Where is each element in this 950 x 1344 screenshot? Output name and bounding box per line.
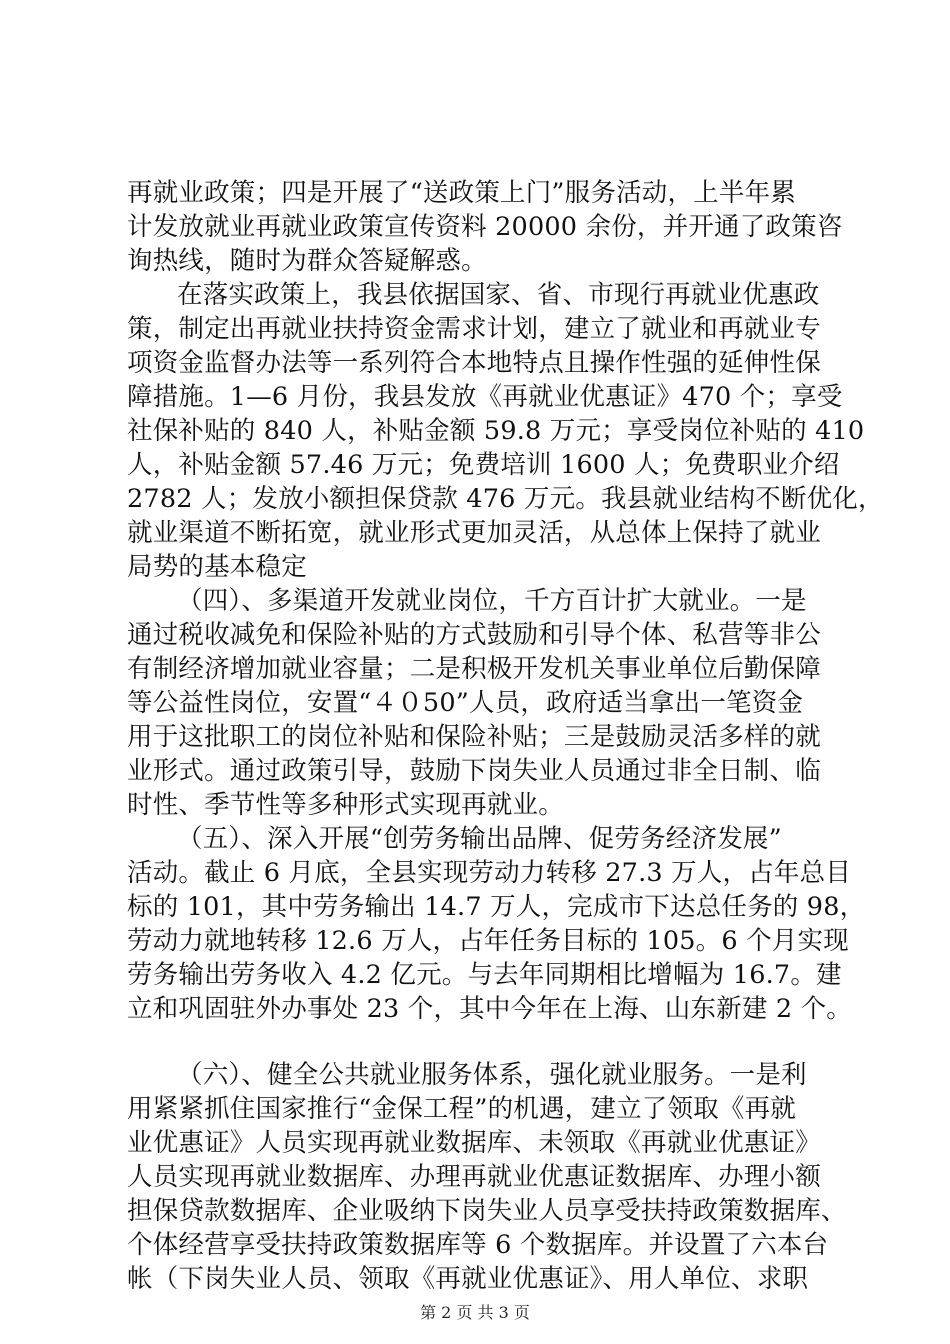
text-line: 有制经济增加就业容量；二是积极开发机关事业单位后勤保障: [127, 654, 821, 684]
text-line: 劳务输出劳务收入 4.2 亿元。与去年同期相比增幅为 16.7。建: [127, 960, 842, 990]
text-line: 再就业政策；四是开展了“送政策上门”服务活动，上半年累: [127, 178, 796, 208]
text-line: 等公益性岗位，安置“４０50”人员，政府适当拿出一笔资金: [127, 688, 804, 718]
text-line: 社保补贴的 840 人，补贴金额 59.8 万元；享受岗位补贴的 410: [127, 416, 865, 446]
text-line: 标的 101，其中劳务输出 14.7 万人，完成市下达总任务的 98，: [127, 892, 866, 922]
text-line: 项资金监督办法等一系列符合本地特点且操作性强的延伸性保: [127, 348, 821, 378]
text-line: 担保贷款数据库、企业吸纳下岗失业人员享受扶持政策数据库、: [127, 1196, 847, 1226]
text-line: 活动。截止 6 月底，全县实现劳动力转移 27.3 万人，占年总目: [127, 858, 852, 888]
text-line: 帐（下岗失业人员、领取《再就业优惠证》、用人单位、求职: [127, 1264, 809, 1294]
text-line: 障措施。1—6 月份，我县发放《再就业优惠证》470 个；享受: [127, 382, 843, 412]
text-line: 个体经营享受扶持政策数据库等 6 个数据库。并设置了六本台: [127, 1230, 829, 1260]
text-line: 业形式。通过政策引导，鼓励下岗失业人员通过非全日制、临: [127, 756, 821, 786]
text-line: 询热线，随时为群众答疑解惑。: [127, 246, 487, 276]
text-line: 计发放就业再就业政策宣传资料 20000 余份，并开通了政策咨: [127, 212, 843, 242]
section-four-heading-line: （四）、多渠道开发就业岗位，千方百计扩大就业。一是: [177, 586, 807, 616]
text-line: 2782 人；发放小额担保贷款 476 万元。我县就业结构不断优化，: [127, 484, 884, 514]
section-five-heading-line: （五）、深入开展“创劳务输出品牌、促劳务经济发展”: [177, 824, 782, 854]
section-six-heading-line: （六）、健全公共就业服务体系，强化就业服务。一是利: [177, 1060, 807, 1090]
text-line: 策，制定出再就业扶持资金需求计划，建立了就业和再就业专: [127, 314, 821, 344]
text-line: 时性、季节性等多种形式实现再就业。: [127, 790, 564, 820]
text-line: 人员实现再就业数据库、办理再就业优惠证数据库、办理小额: [127, 1162, 821, 1192]
text-line: 人，补贴金额 57.46 万元；免费培训 1600 人；免费职业介绍: [127, 450, 840, 480]
text-line: 劳动力就地转移 12.6 万人，占年任务目标的 105。6 个月实现: [127, 926, 849, 956]
text-line: 立和巩固驻外办事处 23 个，其中今年在上海、山东新建 2 个。: [127, 994, 852, 1024]
paragraph-start-line: 在落实政策上，我县依据国家、省、市现行再就业优惠政: [177, 280, 820, 310]
text-line: 用紧紧抓住国家推行“金保工程”的机遇，建立了领取《再就: [127, 1094, 796, 1124]
page-number-footer: 第 2 页 共 3 页: [420, 1303, 530, 1322]
text-line: 局势的基本稳定: [127, 552, 307, 582]
text-line: 通过税收减免和保险补贴的方式鼓励和引导个体、私营等非公: [127, 620, 821, 650]
text-line: 用于这批职工的岗位补贴和保险补贴；三是鼓励灵活多样的就: [127, 722, 821, 752]
text-line: 就业渠道不断拓宽，就业形式更加灵活，从总体上保持了就业: [127, 518, 821, 548]
text-line: 业优惠证》人员实现再就业数据库、未领取《再就业优惠证》: [127, 1128, 821, 1158]
